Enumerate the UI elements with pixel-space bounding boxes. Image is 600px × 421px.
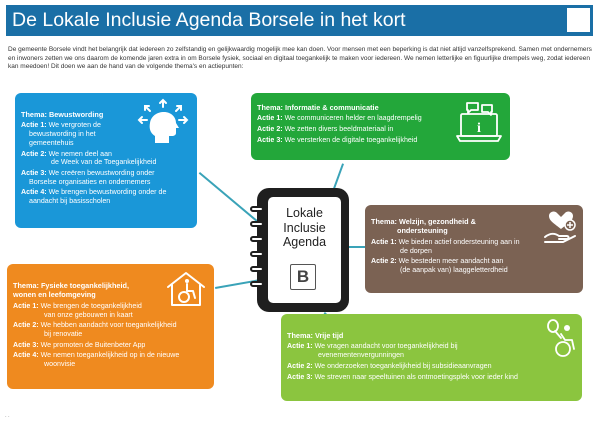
borsele-logo: B [290, 264, 316, 290]
binder-ring [250, 266, 264, 272]
action-item: Actie 3: We promoten de Buitenbeter App [13, 340, 146, 349]
card-fysiek [7, 264, 214, 389]
card-heading: Thema: Fysieke toegankelijkheid, wonen en leefomgeving [13, 281, 129, 300]
card-heading: Thema: Welzijn, gezondheid & ondersteuning [371, 217, 476, 236]
title-bar [6, 5, 593, 36]
binder-ring [250, 206, 264, 212]
card-vrije-tijd [281, 314, 582, 401]
card-informatie [251, 93, 510, 160]
binder-ring [250, 221, 264, 227]
card-heading: Thema: Vrije tijd [287, 331, 344, 340]
page-title: De Lokale Inclusie Agenda Borsele in het kort [12, 9, 406, 31]
action-item: Actie 1: We brengen de toegankelijkheid van onze gebouwen in kaart [13, 301, 142, 319]
action-item: Actie 3: We versterken de digitale toegankelijkheid [257, 135, 418, 144]
action-item: Actie 2: We besteden meer aandacht aan (de aanpak van) laaggeletterdheid [371, 257, 508, 274]
house-wheelchair-icon [164, 269, 208, 309]
action-item: Actie 2: We hebben aandacht voor toegankelijkheid bij renovatie [13, 321, 177, 338]
title-tab [567, 8, 590, 32]
action-item: Actie 1: We vragen aandacht voor toegankelijkheid bij evenementenvergunningen [287, 342, 458, 360]
card-welzijn [365, 205, 583, 293]
central-notebook [252, 188, 349, 312]
hand-heart-icon [541, 209, 581, 245]
action-item: Actie 1: We vergroten de bewustwording in het gemeentehuis [21, 121, 101, 147]
action-item: Actie 3: We streven naar speeltuinen als ontmoetingsplek voor ieder kind [287, 372, 518, 381]
intro-text: De gemeente Borsele vindt het belangrijk dat iedereen zo zelfstandig en gelijkwaardig mogelijk mee kan doen. Voor mensen met een beperking is dat niet altijd vanzelfsprekend. Samen met ondernemers en inwoners zetten we ons daarom de komende jaren extra in om Borsele fysiek, sociaal en digitaal toegankelijk te maken voor iedereen. We nemen letterlijke en figuurlijke drempels weg, zodat iedereen kan meedoen! Dit doen we aan de hand van de volgende thema's en actiepunten: [8, 46, 592, 71]
notebook-title: Lokale Inclusie Agenda [282, 206, 327, 249]
action-item: Actie 1: We communiceren helder en laagdrempelig [257, 114, 422, 123]
laptop-chat-icon [454, 99, 504, 145]
action-item: Actie 2: We onderzoeken toegankelijkheid bij subsidieaanvragen [287, 361, 492, 370]
action-item: Actie 4: We brengen bewustwording onder de aandacht bij basisscholen [21, 188, 167, 206]
binder-ring [250, 236, 264, 242]
binder-ring [250, 251, 264, 257]
action-item: Actie 4: We nemen toegankelijkheid op in de nieuwe woonvisie [13, 351, 180, 369]
page-marker: · · [5, 414, 10, 420]
action-item: Actie 2: We nemen deel aan de Week van de Toegankelijkheid [21, 149, 157, 167]
head-with-arrows-icon [133, 96, 193, 148]
card-heading: Thema: Informatie & communicatie [257, 103, 379, 112]
action-item: Actie 2: We zetten divers beeldmateriaal in [257, 125, 394, 134]
action-item: Actie 3: We creëren bewustwording onder Borselse organisaties en ondernemers [21, 168, 155, 186]
action-item: Actie 1: We bieden actief ondersteuning aan in de dorpen [371, 237, 520, 255]
binder-ring [250, 281, 264, 287]
card-heading: Thema: Bewustwording [21, 110, 104, 119]
wheelchair-tennis-icon [543, 318, 579, 358]
svg-text:i: i [477, 121, 481, 136]
card-bewustwording [15, 93, 197, 228]
